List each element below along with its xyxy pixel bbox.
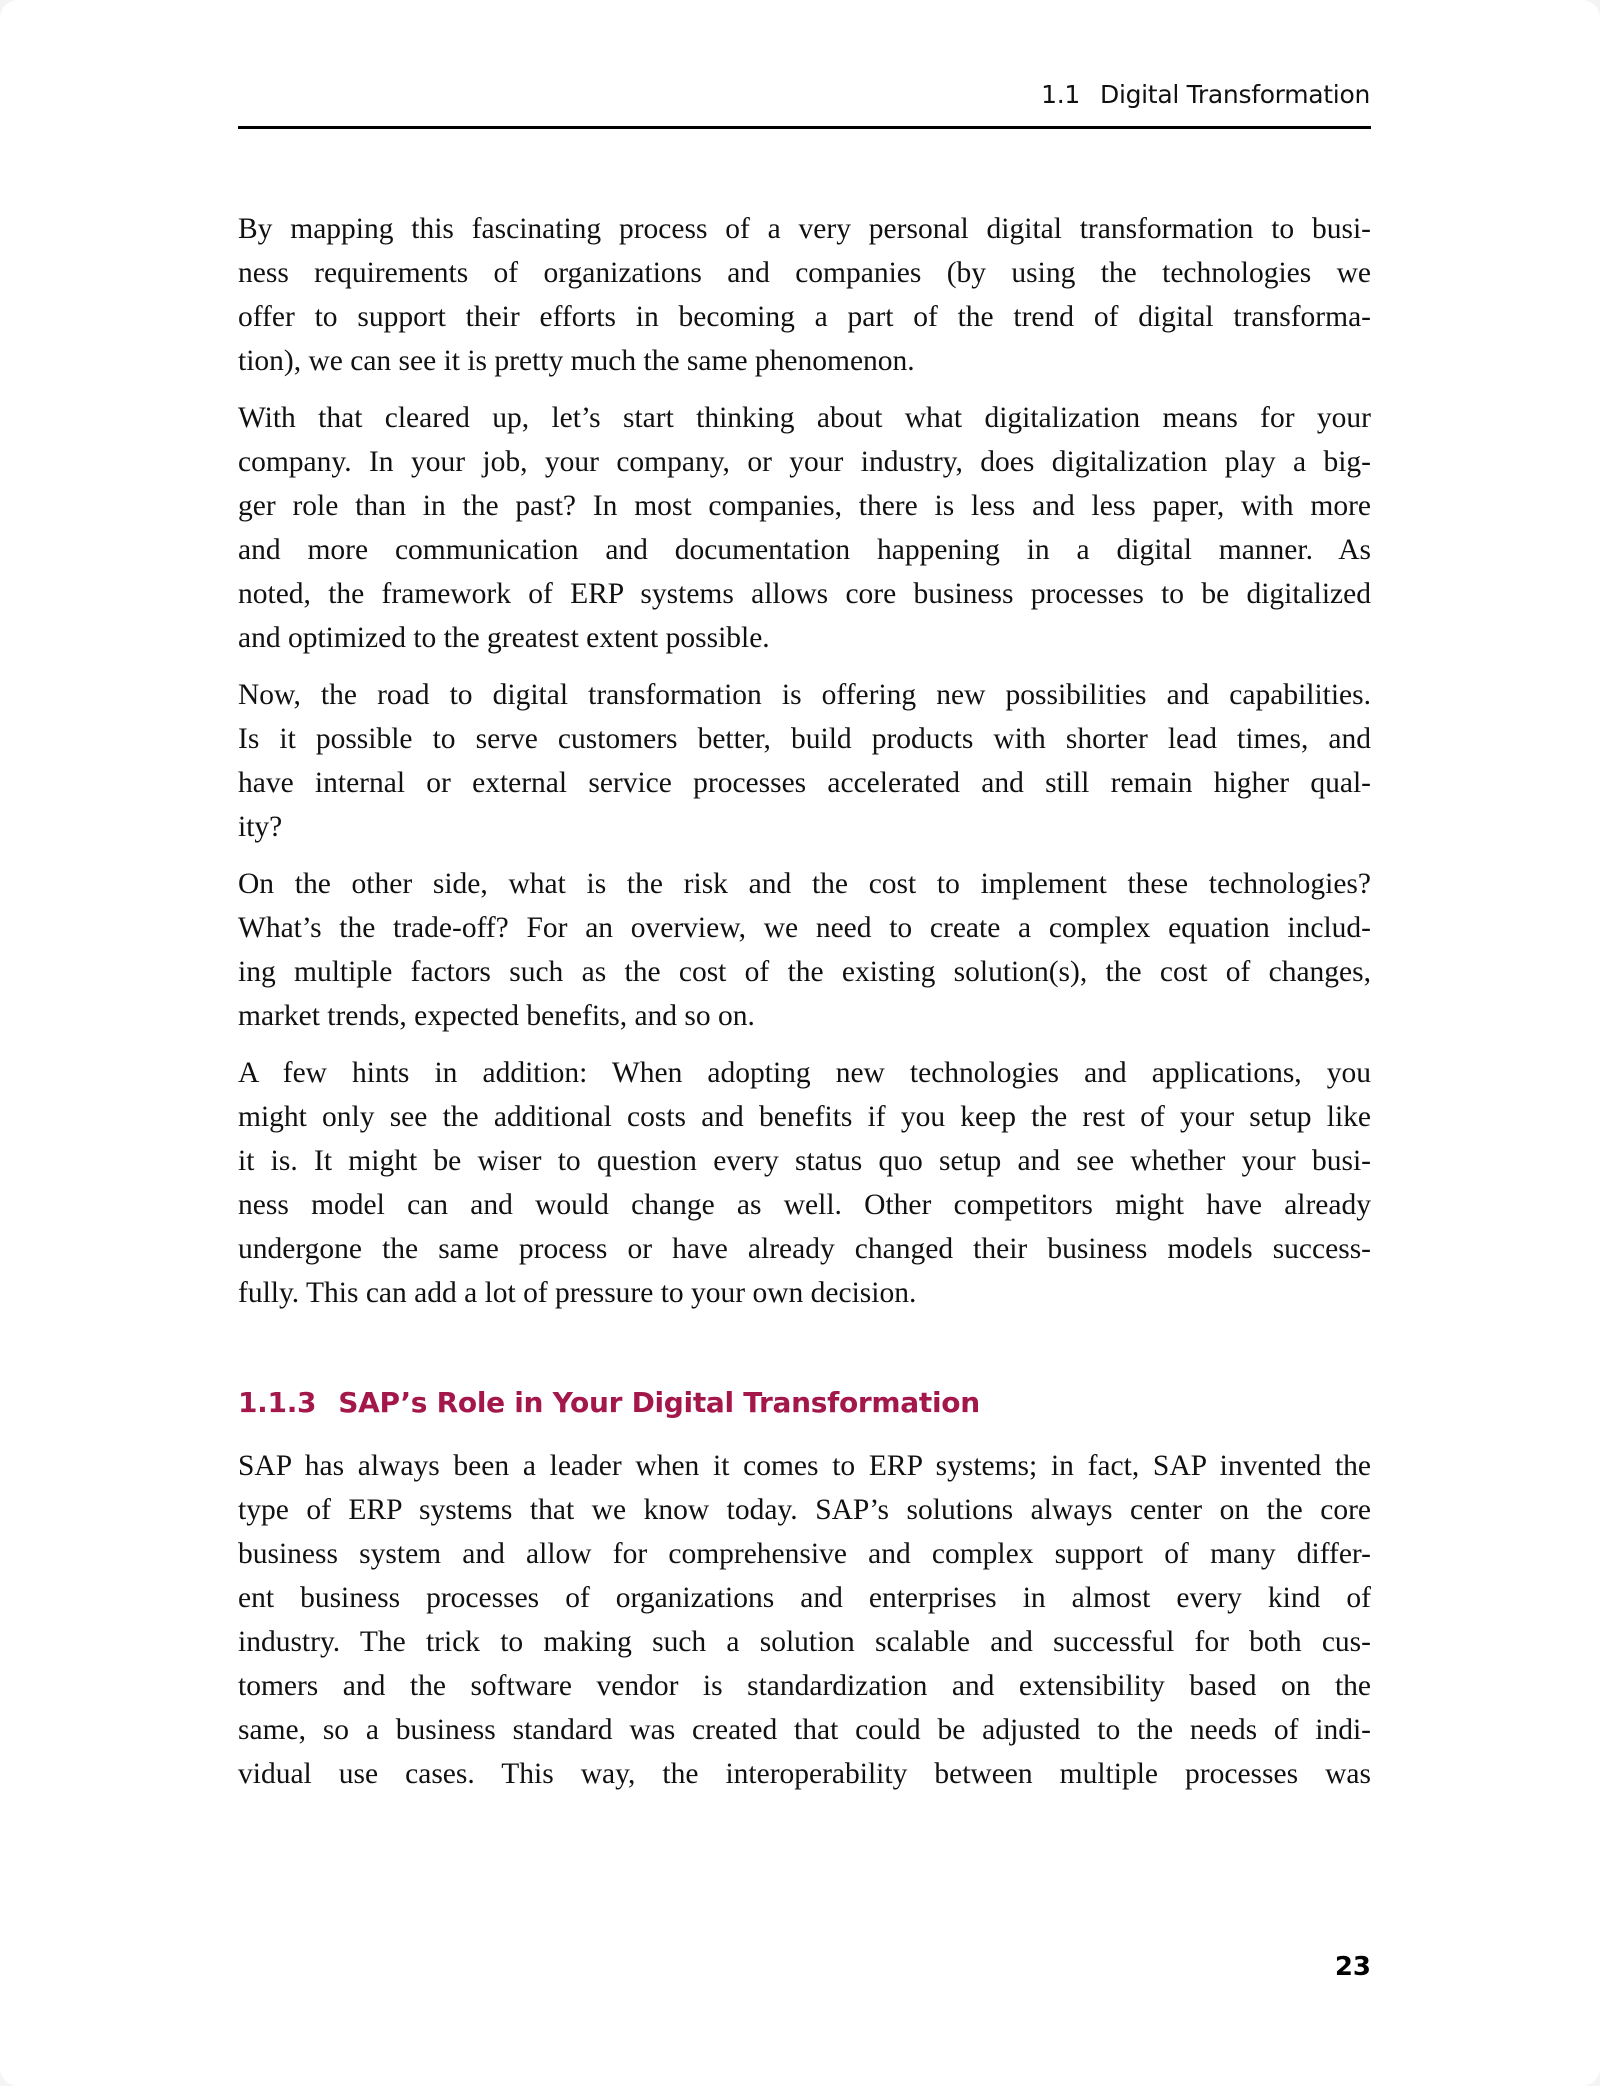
text-line: it is. It might be wiser to question every status quo setup and see whether your busi- (238, 1145, 1371, 1177)
text-line: business system and allow for comprehensive and complex support of many differ- (238, 1538, 1371, 1570)
paragraph-3 (238, 673, 1371, 849)
text-line: On the other side, what is the risk and the cost to implement these technologies? (238, 868, 1371, 900)
text-line: noted, the framework of ERP systems allows core business processes to be digitalized (238, 578, 1371, 610)
text-line: and optimized to the greatest extent possible. (238, 622, 770, 654)
running-head-section-number: 1.1 (1041, 80, 1080, 109)
section-paragraph-1 (238, 1444, 1371, 1796)
paragraph-4 (238, 862, 1371, 1038)
text-line: Is it possible to serve customers better, build products with shorter lead times, and (238, 723, 1371, 755)
page-number: 23 (1334, 1952, 1371, 1982)
text-line: ger role than in the past? In most companies, there is less and less paper, with more (238, 490, 1371, 522)
section-heading (238, 1386, 980, 1419)
text-line: ness requirements of organizations and companies (by using the technologies we (238, 257, 1371, 289)
text-line: and more communication and documentation happening in a digital manner. As (238, 534, 1371, 566)
text-line: company. In your job, your company, or your industry, does digitalization play a big- (238, 446, 1371, 478)
text-line: industry. The trick to making such a solution scalable and successful for both cus- (238, 1626, 1371, 1658)
paragraph-5 (238, 1051, 1371, 1315)
running-head-section-title: Digital Transformation (1100, 80, 1370, 109)
text-line: ity? (238, 811, 283, 843)
text-line: With that cleared up, let’s start thinking about what digitalization means for your (238, 402, 1371, 434)
text-line: What’s the trade-off? For an overview, we need to create a complex equation includ- (238, 912, 1371, 944)
text-line: might only see the additional costs and benefits if you keep the rest of your setup like (238, 1101, 1371, 1133)
text-line: offer to support their efforts in becoming a part of the trend of digital transforma- (238, 301, 1371, 333)
text-line: same, so a business standard was created that could be adjusted to the needs of indi- (238, 1714, 1371, 1746)
section-heading-number: 1.1.3 (238, 1386, 317, 1419)
paragraph-2 (238, 396, 1371, 660)
text-line: A few hints in addition: When adopting new technologies and applications, you (238, 1057, 1371, 1089)
text-line: ness model can and would change as well. Other competitors might have already (238, 1189, 1371, 1221)
text-line: Now, the road to digital transformation is offering new possibilities and capabilities. (238, 679, 1371, 711)
text-line: SAP has always been a leader when it comes to ERP systems; in fact, SAP invented the (238, 1450, 1371, 1482)
text-line: tomers and the software vendor is standardization and extensibility based on the (238, 1670, 1371, 1702)
text-line: have internal or external service processes accelerated and still remain higher qual- (238, 767, 1371, 799)
text-line: ent business processes of organizations and enterprises in almost every kind of (238, 1582, 1371, 1614)
text-line: undergone the same process or have already changed their business models success- (238, 1233, 1371, 1265)
text-line: ing multiple factors such as the cost of the existing solution(s), the cost of changes, (238, 956, 1371, 988)
text-line: tion), we can see it is pretty much the same phenomenon. (238, 345, 915, 377)
running-head (1041, 80, 1370, 109)
text-line: vidual use cases. This way, the interoperability between multiple processes was (238, 1758, 1371, 1790)
header-rule (238, 126, 1371, 129)
text-line: fully. This can add a lot of pressure to your own decision. (238, 1277, 917, 1309)
section-heading-title: SAP’s Role in Your Digital Transformation (338, 1386, 980, 1419)
paragraph-1 (238, 207, 1371, 383)
text-line: market trends, expected benefits, and so on. (238, 1000, 755, 1032)
text-line: type of ERP systems that we know today. SAP’s solutions always center on the core (238, 1494, 1371, 1526)
text-line: By mapping this fascinating process of a very personal digital transformation to busi- (238, 213, 1371, 245)
